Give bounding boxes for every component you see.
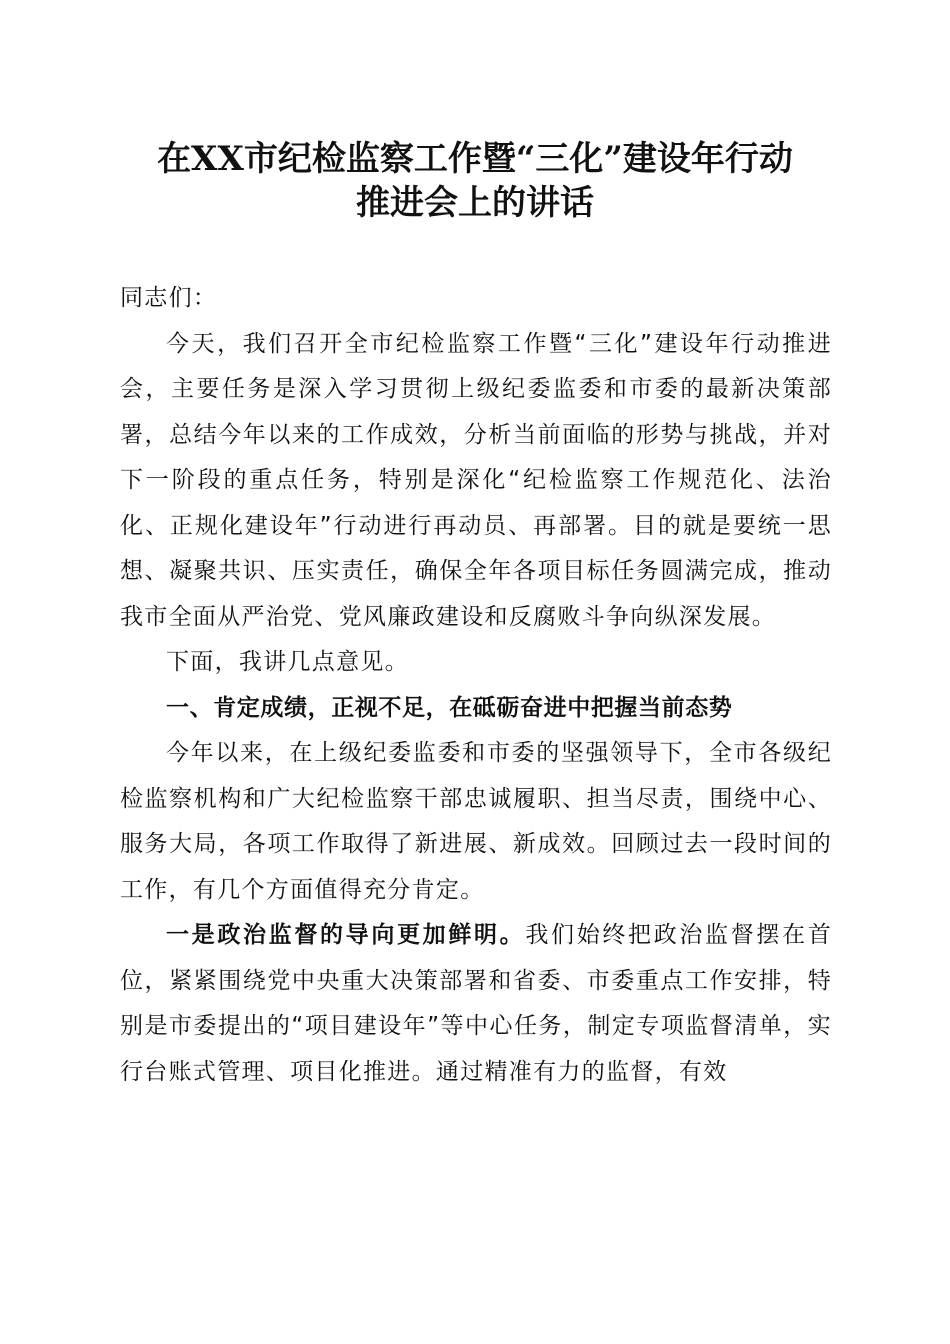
- point-1-text: 我们始终把政治监督摆在首位，紧紧围绕党中央重大决策部署和省委、市委重点工作安排，特别是市委提出的“项目建设年”等中心任务，制定专项监督清单，实行台账式管理、项目化推进。通过精准有力的监督，有效: [120, 922, 833, 1085]
- transition-paragraph: 下面，我讲几点意见。: [166, 649, 409, 675]
- section-1-point-1: [120, 913, 832, 1095]
- document-body: [120, 276, 832, 1095]
- title-line-2: 推进会上的讲话: [356, 183, 594, 223]
- section-heading-1: 一、肯定成绩，正视不足，在砥砺奋进中把握当前态势: [166, 694, 733, 721]
- document-title: [100, 137, 850, 225]
- title-line-1: 在XX市纪检监察工作暨“三化”建设年行动: [157, 139, 793, 179]
- salutation: 同志们：: [120, 285, 218, 311]
- point-1-lead: 一是政治监督的导向更加鲜明。: [166, 922, 526, 948]
- opening-paragraph: 今天，我们召开全市纪检监察工作暨“三化”建设年行动推进会，主要任务是深入学习贯彻上级纪委监委和市委的最新决策部署，总结今年以来的工作成效，分析当前面临的形势与挑战，并对下一阶段的重点任务，特别是深化“纪检监察工作规范化、法治化、正规化建设年”行动进行再动员、再部署。目的就是要统一思想、凝聚共识、压实责任，确保全年各项目标任务圆满完成，推动我市全面从严治党、党风廉政建设和反腐败斗争向纵深发展。: [120, 330, 832, 630]
- section-1-intro: 今年以来，在上级纪委监委和市委的坚强领导下，全市各级纪检监察机构和广大纪检监察干部忠诚履职、担当尽责，围绕中心、服务大局，各项工作取得了新进展、新成效。回顾过去一段时间的工作，有几个方面值得充分肯定。: [120, 740, 832, 903]
